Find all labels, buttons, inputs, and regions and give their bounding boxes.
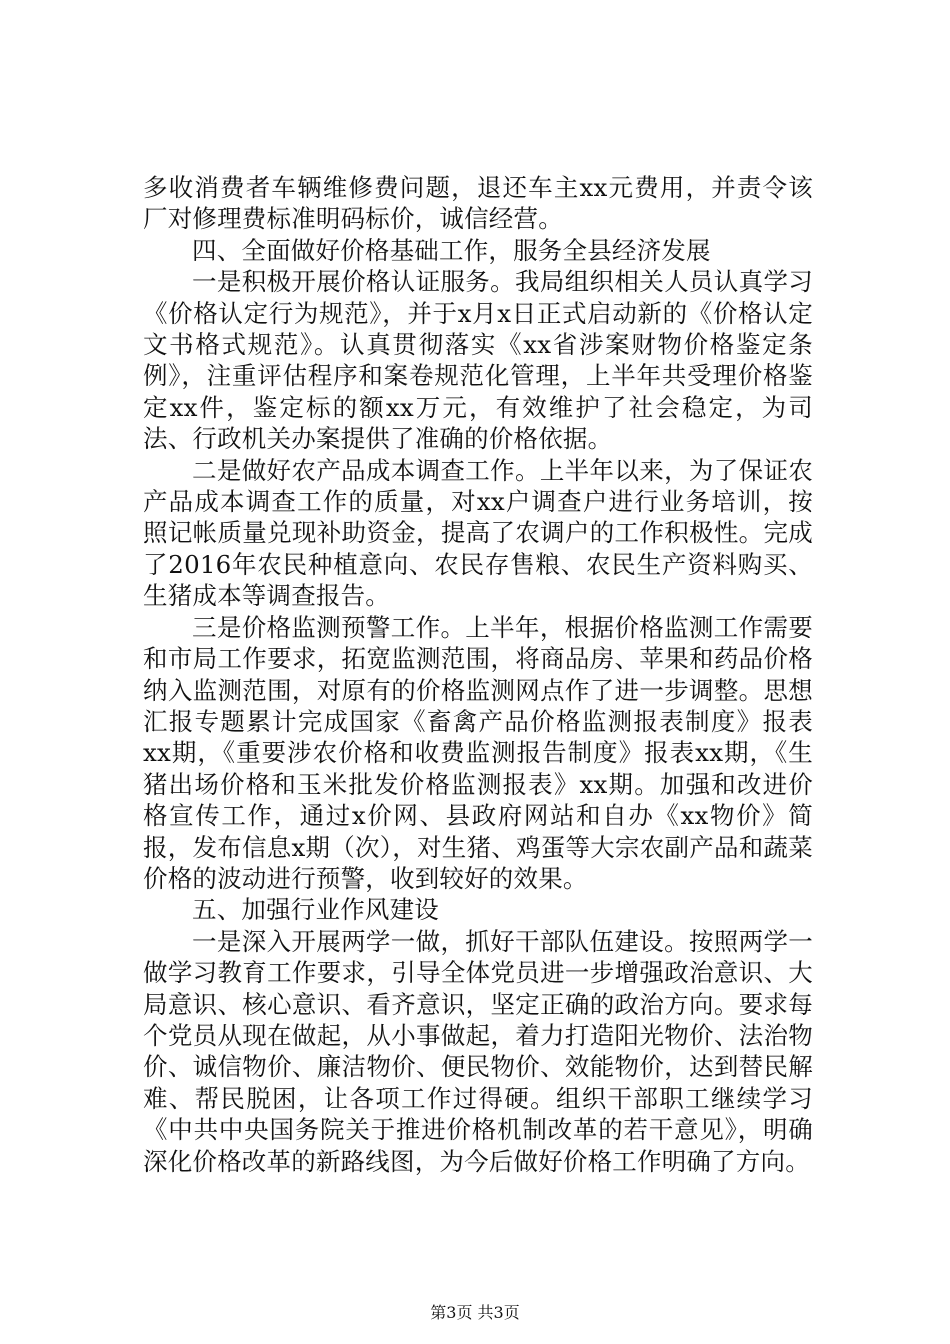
section-heading-4: 四、全面做好价格基础工作，服务全县经济发展 — [192, 235, 711, 265]
document-body — [143, 172, 813, 1177]
paragraph-price-monitoring: 三是价格监测预警工作。上半年，根据价格监测工作需要和市局工作要求，拓宽监测范围，将商品房、苹果和药品价格纳入监测范围，对原有的价格监测网点作了进一步调整。思想汇报专题累计完成国家《畜禽产品价格监测报表制度》报表xx期，《重要涉农价格和收费监测报告制度》报表xx期，《生猪出场价格和玉米批发价格监测报表》xx期。加强和改进价格宣传工作，通过x价网、县政府网站和自办《xx物价》简报，发布信息x期（次），对生猪、鸡蛋等大宗农副产品和蔬菜价格的波动进行预警，收到较好的效果。 — [143, 612, 813, 893]
paragraph-price-certification: 一是积极开展价格认证服务。我局组织相关人员认真学习《价格认定行为规范》，并于x月x日正式启动新的《价格认定文书格式规范》。认真贯彻落实《xx省涉案财物价格鉴定条例》，注重评估程序和案卷规范化管理，上半年共受理价格鉴定xx件，鉴定标的额xx万元，有效维护了社会稳定，为司法、行政机关办案提供了准确的价格依据。 — [143, 267, 813, 454]
paragraph-party-building: 一是深入开展两学一做，抓好干部队伍建设。按照两学一做学习教育工作要求，引导全体党员进一步增强政治意识、大局意识、核心意识、看齐意识，坚定正确的政治方向。要求每个党员从现在做起，从小事做起，着力打造阳光物价、法治物价、诚信物价、廉洁物价、便民物价、效能物价，达到替民解难、帮民脱困，让各项工作过得硬。组织干部职工继续学习《中共中央国务院关于推进价格机制改革的若干意见》，明确深化价格改革的新路线图，为今后做好价格工作明确了方向。 — [143, 926, 813, 1176]
paragraph-cost-survey: 二是做好农产品成本调查工作。上半年以来，为了保证农产品成本调查工作的质量，对xx户调查户进行业务培训，按照记帐质量兑现补助资金，提高了农调户的工作积极性。完成了2016年农民种植意向、农民存售粮、农民生产资料购买、生猪成本等调查报告。 — [143, 455, 813, 611]
page-footer: 第3页 共3页 — [430, 1303, 520, 1322]
section-heading-5: 五、加强行业作风建设 — [192, 895, 439, 925]
paragraph-1: 多收消费者车辆维修费问题，退还车主xx元费用，并责令该厂对修理费标准明码标价，诚信经营。 — [143, 173, 813, 234]
